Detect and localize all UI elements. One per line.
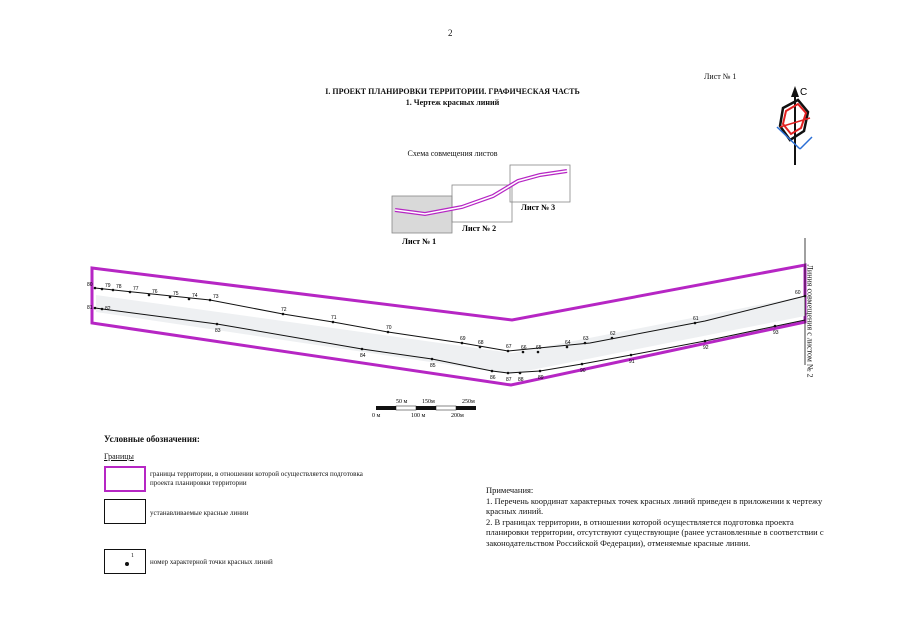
upper-point-marker bbox=[129, 291, 132, 294]
lower-point-label: 82 bbox=[105, 306, 111, 312]
legend-point-number: 1 bbox=[131, 553, 134, 559]
upper-point-marker bbox=[611, 337, 614, 340]
upper-point-label: 63 bbox=[583, 336, 589, 342]
upper-point-label: 68 bbox=[478, 340, 484, 346]
legend-red-line-swatch bbox=[104, 499, 146, 524]
compass-letter: С bbox=[800, 87, 808, 98]
junction-line-label: Линия совмещения с листом № 2 bbox=[805, 264, 815, 378]
lower-point-label: 90 bbox=[580, 368, 586, 374]
lower-point-marker bbox=[581, 363, 584, 366]
legend-point-text: номер характерной точки красных линий bbox=[150, 558, 273, 566]
sheet-label: Лист № 1 bbox=[704, 72, 737, 81]
lower-point-marker bbox=[101, 308, 104, 311]
scheme-title: Схема совмещения листов bbox=[407, 149, 498, 158]
upper-point-label: 73 bbox=[213, 294, 219, 300]
lower-point-marker bbox=[431, 358, 434, 361]
scheme-sheet3-label: Лист № 3 bbox=[521, 203, 556, 212]
scale-label-100: 100 м bbox=[411, 413, 426, 419]
upper-point-marker bbox=[584, 342, 587, 345]
upper-point-label: 79 bbox=[105, 283, 111, 289]
upper-point-label: 64 bbox=[565, 340, 571, 346]
scale-seg-4 bbox=[436, 406, 456, 410]
legend-point-swatch bbox=[104, 549, 146, 574]
scale-label-0: 0 м bbox=[372, 413, 381, 419]
lower-point-marker bbox=[519, 372, 522, 375]
upper-point-marker bbox=[332, 321, 335, 324]
scale-label-200: 200м bbox=[451, 413, 464, 419]
lower-point-label: 86 bbox=[490, 375, 496, 381]
lower-point-marker bbox=[94, 307, 97, 310]
notes-item-1: 1. Перечень координат характерных точек красных линий приведен в приложении к чертежу красных линий. bbox=[486, 495, 823, 516]
upper-point-marker bbox=[479, 346, 482, 349]
upper-point-marker bbox=[94, 287, 97, 290]
page-number: 2 bbox=[448, 28, 453, 38]
lower-point-label: 81 bbox=[87, 305, 93, 311]
upper-point-label: 75 bbox=[173, 291, 179, 297]
scheme-sheet1-label: Лист № 1 bbox=[402, 237, 437, 246]
lower-point-label: 84 bbox=[360, 353, 366, 359]
scale-seg-3 bbox=[416, 406, 436, 410]
lower-point-marker bbox=[630, 354, 633, 357]
scale-label-150: 150м bbox=[422, 399, 435, 405]
lower-point-marker bbox=[539, 370, 542, 373]
upper-point-marker bbox=[101, 288, 104, 291]
scale-label-250: 250м bbox=[462, 399, 475, 405]
lower-point-marker bbox=[491, 370, 494, 373]
upper-point-marker bbox=[282, 313, 285, 316]
upper-point-marker bbox=[112, 289, 115, 292]
lower-point-label: 83 bbox=[215, 328, 221, 334]
legend-boundary-swatch bbox=[104, 466, 146, 492]
upper-point-label: 65 bbox=[536, 345, 542, 351]
upper-point-label: 70 bbox=[386, 325, 392, 331]
upper-point-marker bbox=[148, 294, 151, 297]
scale-seg-5 bbox=[456, 406, 476, 410]
lower-point-marker bbox=[704, 340, 707, 343]
upper-point-marker bbox=[461, 342, 464, 345]
upper-point-marker bbox=[387, 331, 390, 334]
page-title: I. ПРОЕКТ ПЛАНИРОВКИ ТЕРРИТОРИИ. ГРАФИЧЕСКАЯ ЧАСТЬ bbox=[325, 87, 580, 96]
upper-point-label: 62 bbox=[610, 331, 616, 337]
lower-point-label: 91 bbox=[629, 359, 635, 365]
road-corridor bbox=[96, 295, 805, 374]
upper-point-label: 60 bbox=[795, 290, 801, 296]
upper-point-label: 67 bbox=[506, 344, 512, 350]
upper-point-marker bbox=[566, 346, 569, 349]
upper-point-marker bbox=[694, 322, 697, 325]
upper-point-label: 80 bbox=[87, 282, 93, 288]
scale-bar bbox=[376, 406, 476, 410]
scale-seg-2 bbox=[396, 406, 416, 410]
lower-point-label: 92 bbox=[703, 345, 709, 351]
lower-point-label: 85 bbox=[430, 363, 436, 369]
upper-point-marker bbox=[209, 299, 212, 302]
lower-point-marker bbox=[361, 348, 364, 351]
notes-block bbox=[486, 485, 836, 548]
lower-point-label: 88 bbox=[518, 377, 524, 383]
sheet-scheme bbox=[392, 165, 570, 233]
upper-point-marker bbox=[537, 351, 540, 354]
legend-group-label: Границы bbox=[104, 452, 134, 461]
upper-point-label: 66 bbox=[521, 345, 527, 351]
upper-point-label: 71 bbox=[331, 315, 337, 321]
legend-red-line-text: устанавливаемые красные линии bbox=[150, 509, 249, 517]
upper-point-marker bbox=[188, 298, 191, 301]
upper-point-label: 77 bbox=[133, 286, 139, 292]
legend-title: Условные обозначения: bbox=[104, 434, 200, 444]
scheme-sheet2-label: Лист № 2 bbox=[462, 224, 497, 233]
upper-point-marker bbox=[522, 351, 525, 354]
upper-point-label: 76 bbox=[152, 289, 158, 295]
upper-point-marker bbox=[507, 350, 510, 353]
notes-item-2: 2. В границах территории, в отношении которой осуществляется подготовка проекта планировки территории, отсутствуют существующие (ранее установленные в соответствии с законодательством Российской Федерации), отменяемые красные линии. bbox=[486, 516, 824, 548]
upper-point-label: 61 bbox=[693, 316, 699, 322]
notes-heading: Примечания: bbox=[486, 485, 534, 495]
upper-point-marker bbox=[169, 296, 172, 299]
scale-seg-1 bbox=[376, 406, 396, 410]
upper-point-label: 72 bbox=[281, 307, 287, 313]
lower-point-label: 89 bbox=[538, 375, 544, 381]
lower-point-label: 87 bbox=[506, 377, 512, 383]
point-dot-icon bbox=[125, 562, 129, 566]
upper-point-label: 69 bbox=[460, 336, 466, 342]
scale-label-50: 50 м bbox=[396, 399, 408, 405]
lower-point-marker bbox=[216, 323, 219, 326]
upper-point-label: 78 bbox=[116, 284, 122, 290]
upper-point-label: 74 bbox=[192, 293, 198, 299]
lower-point-label: 93 bbox=[773, 330, 779, 336]
page-subtitle: 1. Чертеж красных линий bbox=[405, 98, 500, 107]
lower-point-marker bbox=[507, 372, 510, 375]
legend-boundary-text: границы территории, в отношении которой осуществляется подготовка проекта планировки территории bbox=[150, 470, 363, 487]
lower-point-marker bbox=[774, 325, 777, 328]
